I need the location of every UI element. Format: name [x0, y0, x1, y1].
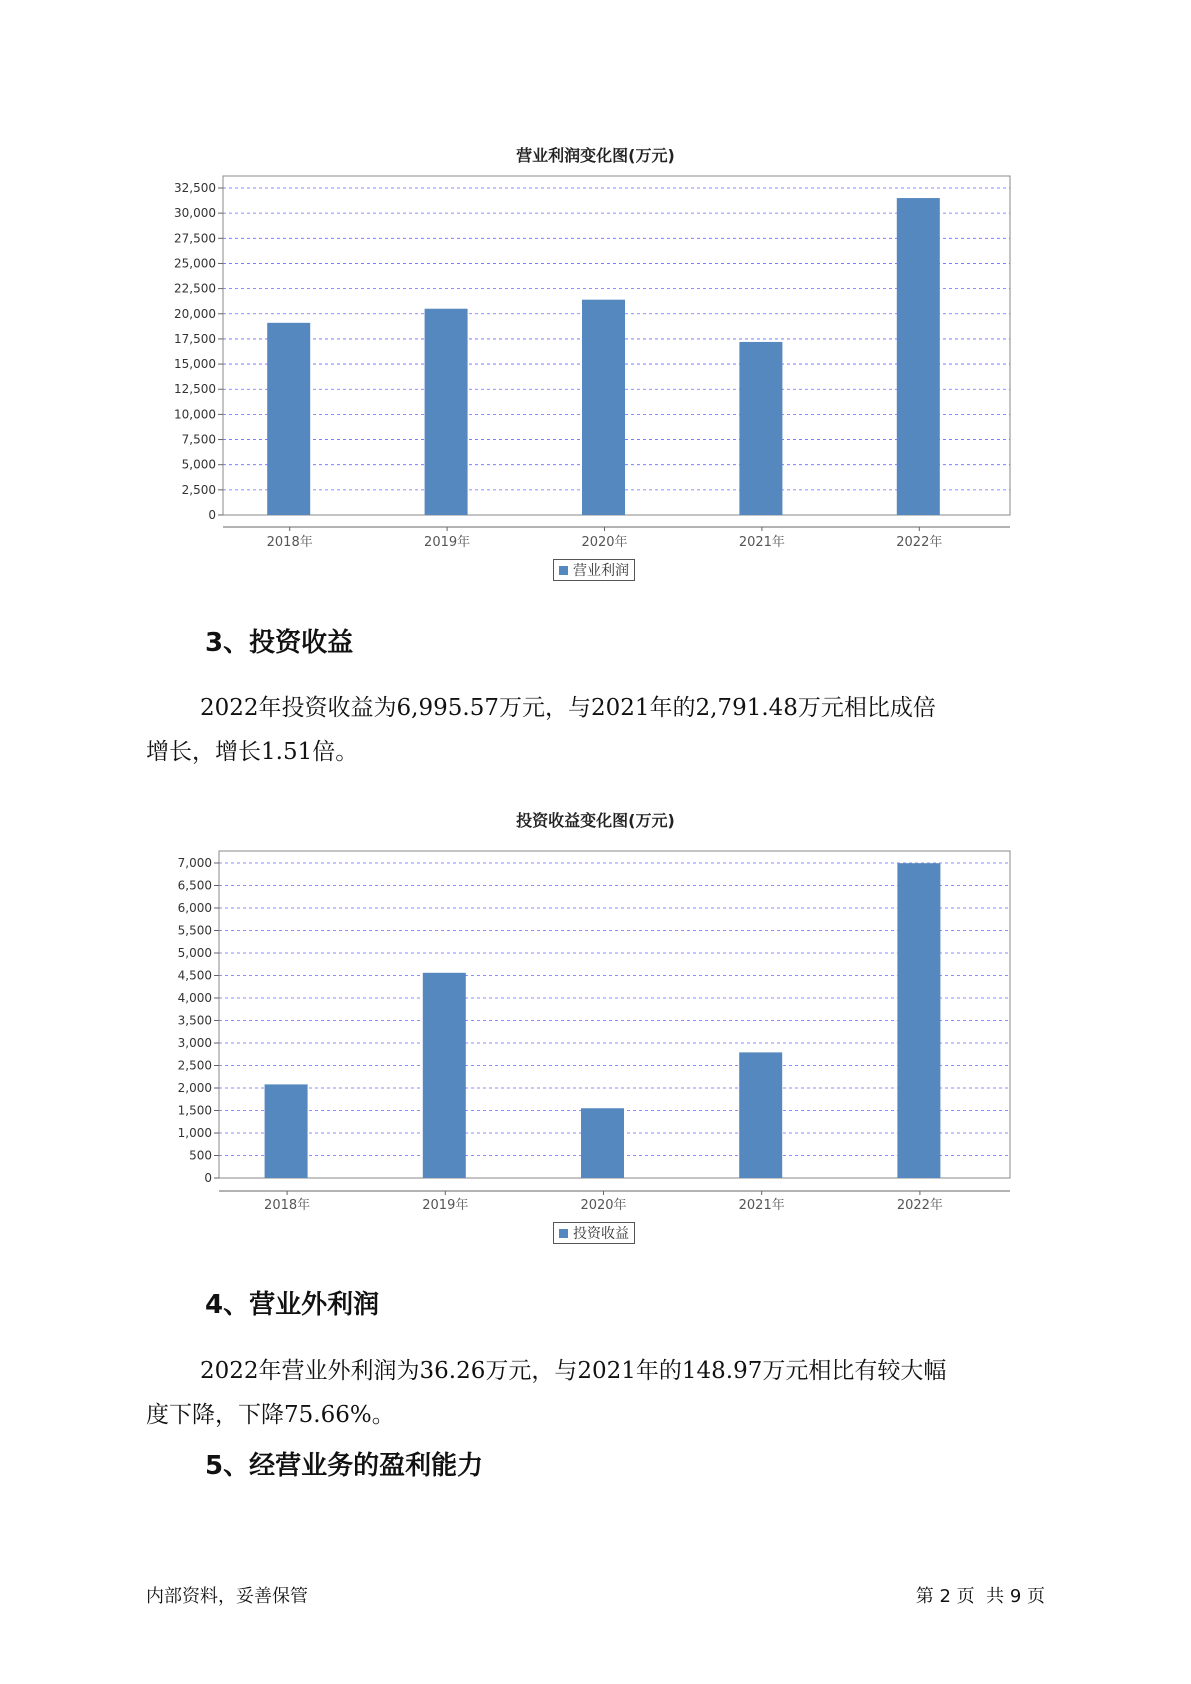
bar: [423, 973, 466, 1178]
y-tick-label: 4,500: [177, 968, 212, 983]
x-tick-label: 2022年: [896, 1198, 943, 1213]
section-5-heading: 5、经营业务的盈利能力: [205, 1451, 484, 1481]
x-tick-label: 2020年: [581, 535, 628, 550]
x-tick-label: 2020年: [580, 1198, 627, 1213]
y-tick-label: 25,000: [174, 256, 216, 271]
y-tick-label: 32,500: [174, 181, 216, 195]
chart-1-legend-label: 营业利润: [573, 563, 629, 579]
y-tick-label: 7,500: [181, 432, 216, 447]
bar: [425, 309, 468, 515]
y-tick-label: 2,500: [181, 482, 216, 497]
y-tick-label: 10,000: [174, 407, 216, 422]
x-tick-label: 2019年: [424, 535, 471, 550]
section-4-paragraph: [146, 1349, 1066, 1437]
y-tick-label: 0: [208, 508, 216, 522]
paragraph-line: 度下降，下降75.66%。: [146, 1402, 395, 1428]
y-tick-label: 0: [204, 1171, 212, 1185]
x-tick-label: 2022年: [896, 535, 943, 550]
bar: [897, 863, 940, 1178]
y-tick-label: 4,000: [177, 991, 212, 1005]
y-tick-label: 2,000: [177, 1081, 212, 1095]
page-number: 第 2 页 共 9 页: [915, 1586, 1045, 1607]
bar: [581, 1108, 624, 1178]
y-tick-label: 5,000: [177, 946, 212, 960]
y-tick-label: 17,500: [174, 331, 216, 346]
y-tick-label: 2,500: [177, 1058, 212, 1073]
bar: [582, 300, 625, 515]
chart-1-title: 营业利润变化图(万元): [516, 146, 675, 165]
section-4-heading: 4、营业外利润: [205, 1290, 380, 1320]
bar: [265, 1084, 308, 1178]
section-3-paragraph: [146, 686, 1066, 774]
y-tick-label: 1,500: [177, 1103, 212, 1118]
chart-1-legend: [553, 559, 635, 581]
y-tick-label: 5,000: [181, 457, 216, 472]
bar: [739, 1052, 782, 1178]
chart-2-legend-label: 投资收益: [573, 1226, 629, 1242]
paragraph-line: 2022年营业外利润为36.26万元，与2021年的148.97万元相比有较大幅: [200, 1358, 947, 1384]
investment-income-chart: [0, 838, 1191, 1213]
bar: [267, 323, 310, 515]
x-tick-label: 2019年: [422, 1198, 469, 1213]
y-tick-label: 3,500: [177, 1013, 212, 1028]
section-3-heading: 3、投资收益: [205, 628, 354, 658]
x-tick-label: 2018年: [266, 535, 313, 550]
chart-2-title: 投资收益变化图(万元): [516, 811, 675, 830]
footer-note: 内部资料，妥善保管: [146, 1586, 308, 1607]
y-tick-label: 12,500: [174, 382, 216, 397]
paragraph-line: 增长，增长1.51倍。: [146, 739, 359, 765]
paragraph-line: 2022年投资收益为6,995.57万元，与2021年的2,791.48万元相比成倍: [200, 695, 936, 721]
legend-swatch: [559, 1229, 568, 1238]
y-tick-label: 27,500: [174, 231, 216, 246]
y-tick-label: 20,000: [174, 306, 216, 321]
y-tick-label: 3,000: [177, 1036, 212, 1050]
x-tick-label: 2018年: [264, 1198, 311, 1213]
y-tick-label: 5,500: [177, 923, 212, 938]
bar: [897, 198, 940, 515]
y-tick-label: 7,000: [177, 856, 212, 870]
y-tick-label: 22,500: [174, 281, 216, 296]
operating-profit-chart: [0, 170, 1191, 550]
legend-swatch: [559, 566, 568, 575]
x-tick-label: 2021年: [738, 535, 785, 550]
y-tick-label: 1,000: [177, 1126, 212, 1140]
x-tick-label: 2021年: [738, 1198, 785, 1213]
y-tick-label: 30,000: [174, 206, 216, 221]
y-tick-label: 6,000: [177, 901, 212, 915]
chart-2-legend: [553, 1222, 635, 1244]
y-tick-label: 6,500: [177, 878, 212, 893]
bar: [739, 342, 782, 515]
y-tick-label: 15,000: [174, 357, 216, 372]
y-tick-label: 500: [189, 1148, 212, 1163]
